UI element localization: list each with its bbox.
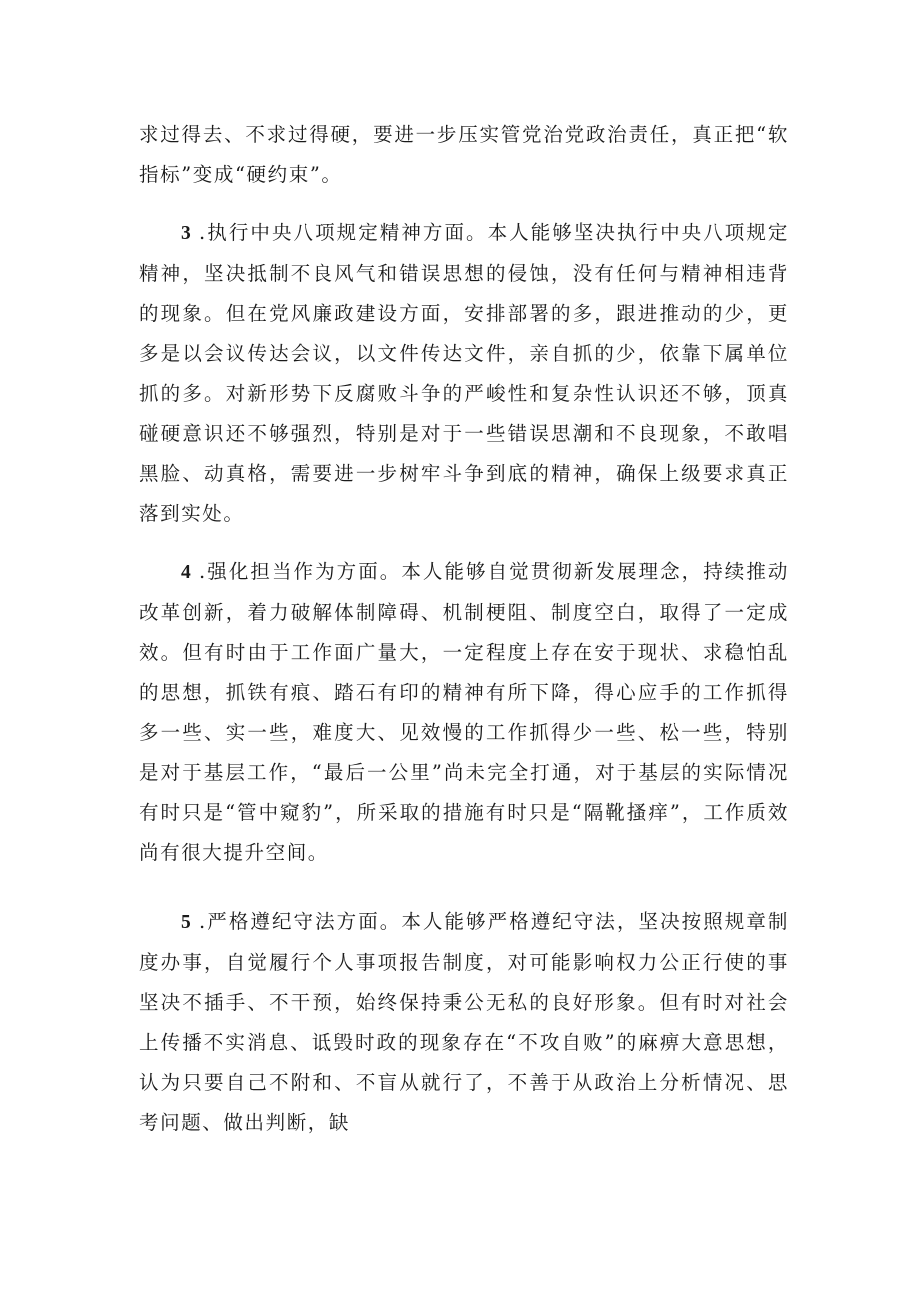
paragraph-text: .严格遵纪守法方面。本人能够严格遵纪守法，坚决按照规章制度办事，自觉履行个人事项报告制度，对可能影响权力公正行使的事坚决不插手、不干预，始终保持秉公无私的良好形象。但有时对社会上传播不实消息、诋毁时政的现象存在“不攻自败”的麻痹大意思想，认为只要自己不附和、不盲从就行了，不善于从政治上分析情况、思考问题、做出判断，缺	[139, 910, 789, 1134]
paragraph-text: .强化担当作为方面。本人能够自觉贯彻新发展理念，持续推动改革创新，着力破解体制障碍、机制梗阻、制度空白，取得了一定成效。但有时由于工作面广量大，一定程度上存在安于现状、求稳怕乱的思想，抓铁有痕、踏石有印的精神有所下降，得心应手的工作抓得多一些、实一些，难度大、见效慢的工作抓得少一些、松一些，特别是对于基层工作，“最后一公里”尚未完全打通，对于基层的实际情况有时只是“管中窥豹”，所采取的措施有时只是“隔靴搔痒”，工作质效尚有很大提升空间。	[139, 560, 789, 864]
paragraph-number: 3	[181, 223, 191, 244]
paragraph-text: 求过得去、不求过得硬，要进一步压实管党治党政治责任，真正把“软指标”变成“硬约束”。	[139, 123, 789, 186]
paragraph-item-5	[139, 902, 789, 1143]
paragraph-item-3	[139, 213, 789, 534]
paragraph-text: .执行中央八项规定精神方面。本人能够坚决执行中央八项规定精神，坚决抵制不良风气和错误思想的侵蚀，没有任何与精神相违背的现象。但在党风廉政建设方面，安排部署的多，跟进推动的少，更多是以会议传达会议，以文件传达文件，亲自抓的少，依靠下属单位抓的多。对新形势下反腐败斗争的严峻性和复杂性认识还不够，顶真碰硬意识还不够强烈，特别是对于一些错误思潮和不良现象，不敢唱黑脸、动真格，需要进一步树牢斗争到底的精神，确保上级要求真正落到实处。	[139, 221, 789, 525]
paragraph-number: 4	[181, 562, 191, 583]
paragraph-continuation	[139, 115, 789, 195]
paragraph-number: 5	[181, 912, 191, 933]
paragraph-item-4	[139, 552, 789, 873]
